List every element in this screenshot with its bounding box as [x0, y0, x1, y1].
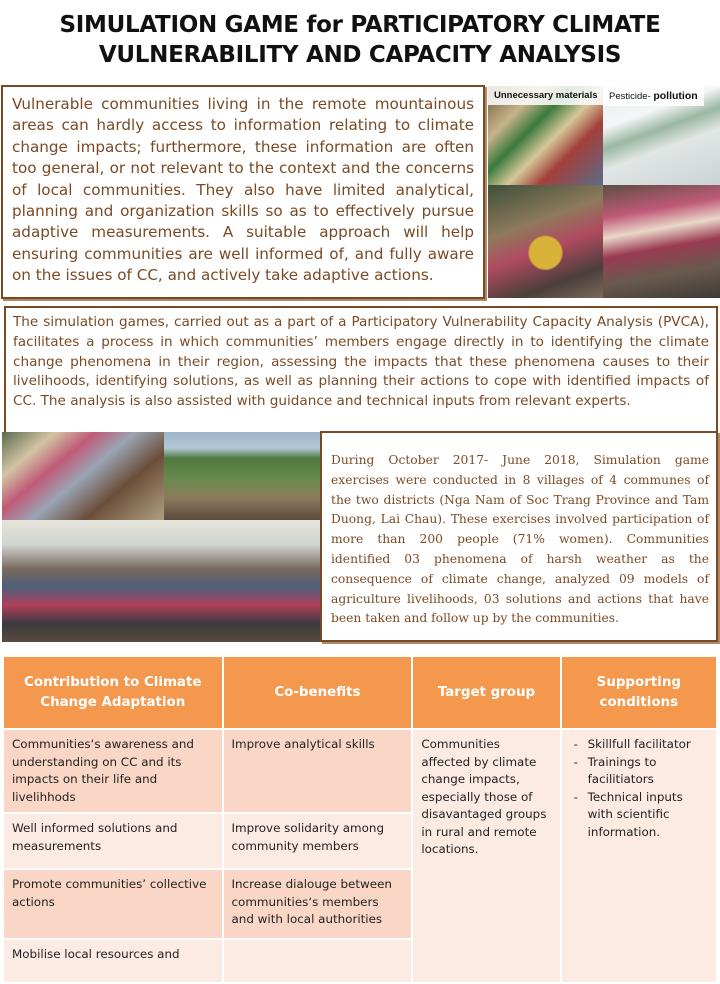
- page-title: [0, 10, 720, 70]
- photo-unnecessary-materials: [488, 86, 603, 185]
- cell-contribution: Communities‘s awareness and understanding on CC and its impacts on their life and livelihhods: [4, 730, 222, 812]
- photo-label-pesticide-prefix: Pesticide-: [609, 91, 654, 102]
- header-target-group: Target group: [413, 657, 559, 728]
- cell-co-benefit: Increase dialouge between communities‘s members and with local authorities: [224, 870, 412, 938]
- photo-classroom-session: [2, 520, 320, 642]
- supporting-conditions-list: [570, 736, 708, 841]
- intro-text-box: Vulnerable communities living in the remote mountainous areas can hardly access to information relating to climate change impacts; furthermore, these information are often too general, or not relevant to the context and the concerns of local communities. They also have limited analytical, planning and organization skills so as to effectively pursue adaptive measurements. A suitable approach will help ensuring communities are well informed of, and fully aware on the issues of CC, and actively take adaptive actions.: [1, 85, 485, 299]
- activity-summary-box: During October 2017- June 2018, Simulation game exercises were conducted in 8 villages of 4 communes of the two districts (Nga Nam of Soc Trang Province and Tam Duong, Lai Chau). These exercises involved participation of more than 200 people (71% women). Communities identified 03 phenomena of harsh weather as the consequence of climate change, analyzed 09 models of agriculture livelihoods, 03 solutions and actions that have been taken and follow up by the communities.: [320, 431, 718, 642]
- photo-label-pollution: pollution: [653, 90, 698, 102]
- cell-co-benefit: [224, 940, 412, 982]
- photo-pesticide-pollution: [603, 86, 720, 185]
- cell-supporting-conditions: [562, 730, 716, 982]
- summary-table: [2, 655, 718, 984]
- cell-contribution: Promote communities’ collective actions: [4, 870, 222, 938]
- cell-contribution: Well informed solutions and measurements: [4, 814, 222, 868]
- table-row: [4, 730, 716, 812]
- header-supporting-conditions: Supporting conditions: [562, 657, 716, 728]
- photo-game-board: [488, 185, 603, 298]
- list-item: - Trainings to facilitiators: [570, 754, 708, 789]
- table-header-row: [4, 657, 716, 728]
- photo-outdoor-meeting: [164, 432, 320, 520]
- header-co-benefits: Co-benefits: [224, 657, 412, 728]
- cell-target-group: Communities affected by climate change impacts, especially those of disavantaged groups in rural and remote locations.: [413, 730, 559, 982]
- photo-community-group: [603, 185, 720, 298]
- list-item: - Technical inputs with scientific information.: [570, 789, 708, 842]
- photo-villagers-playing: [2, 432, 164, 520]
- pvca-description-box: The simulation games, carried out as a part of a Participatory Vulnerability Capacity Analysis (PVCA), facilitates a process in which communities’ members engage directly in to identifying the climate change phenomena in their region, assessing the impacts that these phenomena causes to their livelihoods, identifying solutions, as well as planning their actions to cope with identified impacts of CC. The analysis is also assisted with guidance and technical inputs from relevant experts.: [4, 306, 718, 434]
- photo-label-pesticide-pollution: [603, 86, 704, 106]
- cell-contribution: Mobilise local resources and: [4, 940, 222, 982]
- page-title-line-2: VULNERABILITY AND CAPACITY ANALYSIS: [98, 42, 622, 68]
- cell-co-benefit: Improve analytical skills: [224, 730, 412, 812]
- list-item: - Skillfull facilitator: [570, 736, 708, 754]
- photo-label-unnecessary-materials: Unnecessary materials: [488, 86, 603, 105]
- header-contribution: Contribution to Climate Change Adaptation: [4, 657, 222, 728]
- page-title-line-1: SIMULATION GAME for PARTICIPATORY CLIMATE: [59, 12, 661, 38]
- cell-co-benefit: Improve solidarity among community members: [224, 814, 412, 868]
